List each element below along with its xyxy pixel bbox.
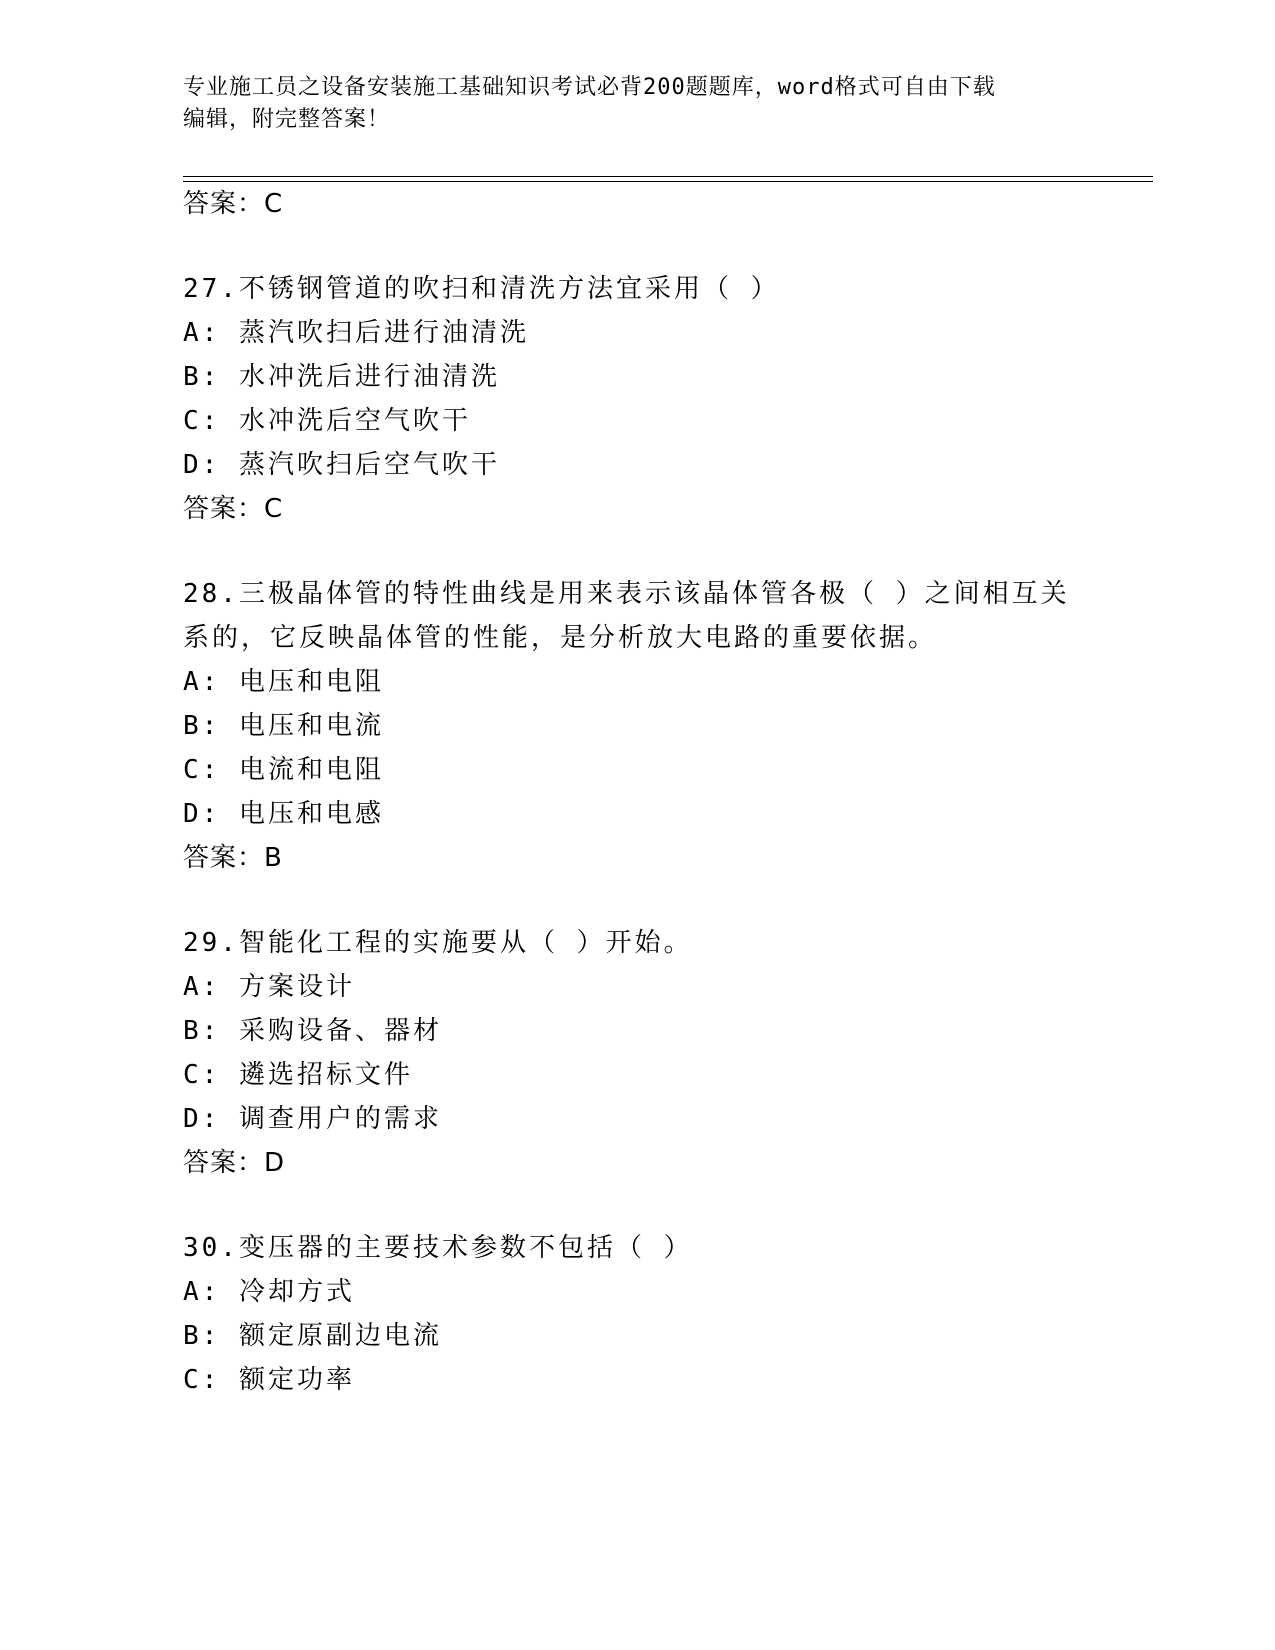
question-27-option-d: D: 蒸汽吹扫后空气吹干	[183, 450, 500, 480]
question-27-option-c: C: 水冲洗后空气吹干	[183, 406, 471, 436]
question-30-stem: 30.变压器的主要技术参数不包括（ ）	[183, 1233, 693, 1263]
question-30-option-a: A: 冷却方式	[183, 1277, 355, 1307]
question-28-option-c: C: 电流和电阻	[183, 755, 384, 785]
question-29-option-a: A: 方案设计	[183, 972, 355, 1002]
question-27-option-b: B: 水冲洗后进行油清洗	[183, 362, 500, 392]
question-30-option-c: C: 额定功率	[183, 1365, 355, 1395]
question-29-stem: 29.智能化工程的实施要从（ ）开始。	[183, 928, 693, 958]
header-divider-top	[183, 176, 1153, 177]
question-28-option-d: D: 电压和电感	[183, 799, 384, 829]
header-divider-bottom	[183, 181, 1153, 182]
question-29-option-b: B: 采购设备、器材	[183, 1016, 442, 1046]
question-29-answer: 答案：D	[183, 1148, 286, 1178]
question-28-answer: 答案：B	[183, 843, 283, 873]
previous-answer: 答案：C	[183, 189, 284, 219]
question-29-option-d: D: 调查用户的需求	[183, 1104, 442, 1134]
question-28-stem-line-1: 28.三极晶体管的特性曲线是用来表示该晶体管各极（ ）之间相互关	[183, 579, 1070, 609]
question-28-option-a: A: 电压和电阻	[183, 667, 384, 697]
question-27-stem: 27.不锈钢管道的吹扫和清洗方法宜采用（ ）	[183, 274, 780, 304]
header-line-1: 专业施工员之设备安装施工基础知识考试必背200题题库，word格式可自由下载	[183, 75, 996, 100]
header-line-2: 编辑，附完整答案！	[183, 107, 391, 132]
document-header	[183, 72, 1063, 136]
question-27-option-a: A: 蒸汽吹扫后进行油清洗	[183, 318, 529, 348]
question-27-answer: 答案：C	[183, 494, 284, 524]
question-29-option-c: C: 遴选招标文件	[183, 1060, 413, 1090]
question-28-stem-line-2: 系的，它反映晶体管的性能，是分析放大电路的重要依据。	[183, 623, 938, 653]
question-28-option-b: B: 电压和电流	[183, 711, 384, 741]
question-30-option-b: B: 额定原副边电流	[183, 1321, 442, 1351]
